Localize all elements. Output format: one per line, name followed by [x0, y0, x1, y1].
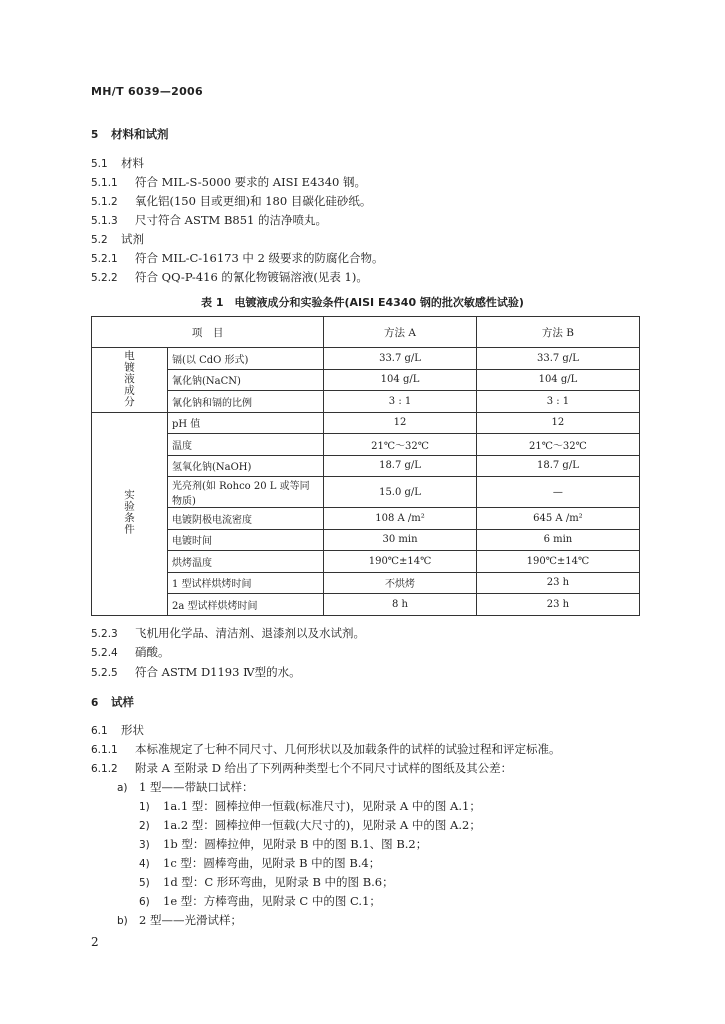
section-6-title: 试样 [111, 695, 134, 709]
table-row [92, 391, 640, 413]
clause-5-1-2 [91, 193, 371, 210]
table-row [92, 412, 640, 434]
list-item-a [117, 779, 253, 796]
table-row [92, 529, 640, 551]
section-5-title: 材料和试剂 [111, 127, 169, 141]
section-6-number: 6 [91, 697, 99, 709]
clause-5-2-3-number: 5.2.3 [91, 628, 118, 640]
sub-list-item [139, 817, 481, 834]
clause-5-1-2-text: 氧化铝(150 目或更细)和 180 目碳化硅砂纸。 [135, 194, 372, 208]
row-method-a: 不烘烤 [324, 572, 477, 594]
row-item: pH 值 [168, 412, 324, 434]
row-item: 2a 型试样烘烤时间 [168, 594, 324, 616]
list-item-b-label: b) [117, 915, 128, 927]
row-method-b: 3 : 1 [476, 391, 639, 413]
clause-5-2-2 [91, 269, 368, 286]
group-bath-composition-label: 电镀液成分 [123, 349, 135, 407]
sub-list-item-number: 6) [139, 896, 150, 908]
clause-6-1-2-text: 附录 A 至附录 D 给出了下列两种类型七个不同尺寸试样的图纸及其公差： [135, 761, 513, 775]
row-method-b: 190℃±14℃ [476, 551, 639, 573]
row-method-b: 6 min [476, 529, 639, 551]
section-5-number: 5 [91, 129, 99, 141]
sub-list-item [139, 874, 394, 891]
clause-5-2-3 [91, 625, 365, 642]
group-test-conditions-label: 实验条件 [123, 489, 135, 535]
table-row [92, 594, 640, 616]
clause-5-2-number: 5.2 [91, 234, 108, 246]
row-method-a: 18.7 g/L [324, 455, 477, 477]
clause-6-1-number: 6.1 [91, 725, 108, 737]
clause-5-2-4 [91, 644, 170, 661]
clause-6-1 [91, 722, 144, 739]
clause-5-2-2-text: 符合 QQ-P-416 的氰化物镀镉溶液(见表 1)。 [135, 270, 368, 284]
clause-5-1-1-text: 符合 MIL-S-5000 要求的 AISI E4340 钢。 [135, 175, 366, 189]
clause-5-2-2-number: 5.2.2 [91, 272, 118, 284]
table-row [92, 477, 640, 508]
row-method-b: 104 g/L [476, 369, 639, 391]
header-method-a: 方法 A [324, 317, 477, 348]
section-5-heading [91, 126, 169, 143]
group-bath-composition [92, 348, 168, 413]
row-method-a: 190℃±14℃ [324, 551, 477, 573]
row-method-b: 23 h [476, 572, 639, 594]
document-header: MH/T 6039—2006 [91, 85, 203, 98]
clause-6-1-2 [91, 760, 512, 777]
sub-list-item [139, 855, 380, 872]
sub-list-item-text: 1e 型：方棒弯曲，见附录 C 中的图 C.1； [163, 894, 381, 908]
sub-list-item [139, 836, 427, 853]
row-method-a: 15.0 g/L [324, 477, 477, 508]
row-item: 氰化钠和镉的比例 [168, 391, 324, 413]
sub-list-item-number: 5) [139, 877, 150, 889]
clause-5-1-3-number: 5.1.3 [91, 215, 118, 227]
group-test-conditions [92, 412, 168, 615]
table-row [92, 369, 640, 391]
row-method-b: 23 h [476, 594, 639, 616]
clause-5-1-title: 材料 [121, 156, 144, 170]
row-item: 镉(以 CdO 形式) [168, 348, 324, 370]
row-method-a: 21℃～32℃ [324, 434, 477, 456]
table-row [92, 434, 640, 456]
row-method-b: 12 [476, 412, 639, 434]
row-item: 烘烤温度 [168, 551, 324, 573]
row-item: 电镀阴极电流密度 [168, 508, 324, 530]
list-item-b [117, 912, 242, 929]
sub-list-item-number: 4) [139, 858, 150, 870]
clause-5-2-4-number: 5.2.4 [91, 647, 118, 659]
sub-list-item-text: 1a.2 型：圆棒拉伸一恒载(大尺寸的)，见附录 A 中的图 A.2； [163, 818, 481, 832]
list-item-a-label: a) [117, 782, 128, 794]
sub-list-item-text: 1a.1 型：圆棒拉伸一恒载(标准尺寸)，见附录 A 中的图 A.1； [163, 799, 481, 813]
clause-5-1 [91, 155, 144, 172]
clause-6-1-1-number: 6.1.1 [91, 744, 118, 756]
clause-5-2-1 [91, 250, 384, 267]
row-item: 温度 [168, 434, 324, 456]
clause-6-1-1 [91, 741, 561, 758]
table-header-row [92, 317, 640, 348]
clause-5-2-5 [91, 664, 301, 681]
clause-5-2-4-text: 硝酸。 [135, 645, 170, 659]
row-method-b: — [476, 477, 639, 508]
row-item: 氢氧化钠(NaOH) [168, 455, 324, 477]
row-method-a: 12 [324, 412, 477, 434]
sub-list-item-text: 1c 型：圆棒弯曲，见附录 B 中的图 B.4； [163, 856, 381, 870]
sub-list-item-text: 1d 型：C 形环弯曲，见附录 B 中的图 B.6； [163, 875, 394, 889]
clause-6-1-title: 形状 [121, 723, 144, 737]
page-number: 2 [91, 935, 99, 949]
clause-5-1-1 [91, 174, 366, 191]
clause-5-2-title: 试剂 [121, 232, 144, 246]
row-method-b: 21℃～32℃ [476, 434, 639, 456]
clause-5-1-3-text: 尺寸符合 ASTM B851 的洁净喷丸。 [135, 213, 327, 227]
clause-5-2-5-text: 符合 ASTM D1193 Ⅳ型的水。 [135, 665, 301, 679]
table-1-title: 表 1 电镀液成分和实验条件(AISI E4340 钢的批次敏感性试验) [201, 296, 524, 309]
clause-5-1-2-number: 5.1.2 [91, 196, 118, 208]
row-item: 光亮剂(如 Rohco 20 L 或等同物质) [168, 477, 324, 508]
table-row [92, 455, 640, 477]
row-method-a: 8 h [324, 594, 477, 616]
sub-list-item-number: 2) [139, 820, 150, 832]
clause-5-1-1-number: 5.1.1 [91, 177, 118, 189]
table-row [92, 508, 640, 530]
list-item-b-text: 2 型——光滑试样； [139, 913, 242, 927]
row-method-b: 33.7 g/L [476, 348, 639, 370]
sub-list-item-number: 1) [139, 801, 150, 813]
header-method-b: 方法 B [476, 317, 639, 348]
list-item-a-text: 1 型——带缺口试样： [139, 780, 254, 794]
clause-5-2-1-number: 5.2.1 [91, 253, 118, 265]
clause-5-2-3-text: 飞机用化学品、清洁剂、退漆剂以及水试剂。 [135, 626, 365, 640]
sub-list-item [139, 893, 381, 910]
table-row [92, 348, 640, 370]
clause-6-1-2-number: 6.1.2 [91, 763, 118, 775]
row-method-b: 18.7 g/L [476, 455, 639, 477]
table-row [92, 572, 640, 594]
clause-5-1-3 [91, 212, 327, 229]
row-item: 电镀时间 [168, 529, 324, 551]
clause-5-2-5-number: 5.2.5 [91, 667, 118, 679]
plating-conditions-table [91, 316, 640, 616]
table-row [92, 551, 640, 573]
sub-list-item [139, 798, 481, 815]
row-item: 氰化钠(NaCN) [168, 369, 324, 391]
section-6-heading [91, 694, 134, 711]
row-method-b: 645 A /m² [476, 508, 639, 530]
header-item: 项 目 [92, 317, 324, 348]
row-item: 1 型试样烘烤时间 [168, 572, 324, 594]
clause-6-1-1-text: 本标准规定了七种不同尺寸、几何形状以及加载条件的试样的试验过程和评定标准。 [135, 742, 561, 756]
row-method-a: 30 min [324, 529, 477, 551]
sub-list-item-text: 1b 型：圆棒拉伸，见附录 B 中的图 B.1、图 B.2； [163, 837, 428, 851]
row-method-a: 108 A /m² [324, 508, 477, 530]
row-method-a: 33.7 g/L [324, 348, 477, 370]
row-method-a: 3 : 1 [324, 391, 477, 413]
clause-5-1-number: 5.1 [91, 158, 108, 170]
sub-list-item-number: 3) [139, 839, 150, 851]
clause-5-2 [91, 231, 144, 248]
clause-5-2-1-text: 符合 MIL-C-16173 中 2 级要求的防腐化合物。 [135, 251, 384, 265]
row-method-a: 104 g/L [324, 369, 477, 391]
